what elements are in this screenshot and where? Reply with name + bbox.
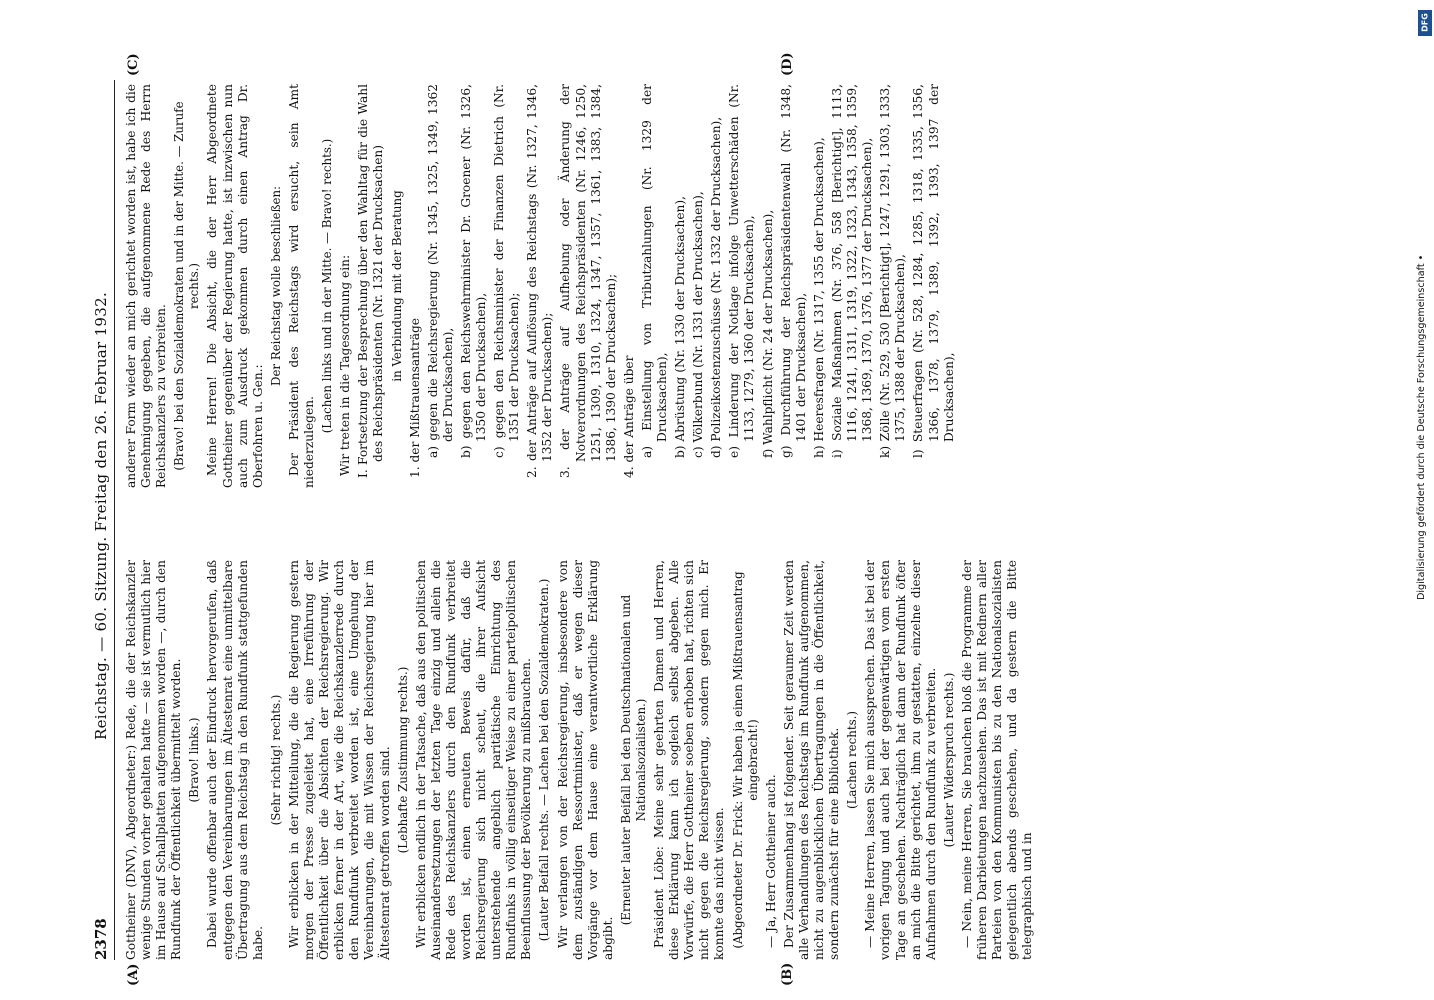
stage-direction: (Bravo! bei den Sozialdemokraten und in der Mitte. — Zurufe rechts.) — [172, 101, 202, 471]
agenda-item: i) Soziale Maßnahmen (Nr. 376, 558 [Berichtigt], 1113, 1116, 1241, 1311, 1319, 1322, 1323, 1343, 1358, 1359, 1368, 1369, 1370, 1376, 1377 der Drucksachen), — [829, 84, 875, 458]
stage-direction: (Erneuter lauter Beifall bei den Deutschnationalen und Nationalsozialisten.) — [618, 594, 648, 926]
agenda-item: l) Steuerfragen (Nr. 528, 1284, 1285, 1318, 1335, 1356, 1366, 1378, 1379, 1389, 1392, 1393, 1397 der Drucksachen), — [911, 84, 956, 458]
stage-direction: (Lachen links und in der Mitte. — Bravo! rechts.) — [320, 138, 335, 434]
margin-marker-c: (C) — [126, 53, 141, 76]
agenda-item: e) Linderung der Notlage infolge Unwetterschäden (Nr. 1133, 1279, 1360 der Drucksachen), — [727, 84, 757, 458]
agenda-item: I. Fortsetzung der Besprechung über den Wahltag für die Wahl des Reichspräsidenten (Nr. 1321 der Drucksachen) — [356, 84, 386, 478]
paragraph: Dabei wurde offenbar auch der Eindruck hervorgerufen, daß entgegen den Vereinbarungen im Ältestenrat eine unmittelbare Übertragung aus dem Reichstag in den Rundfunk stattgefunden habe. — [205, 560, 265, 960]
stage-direction: (Abgeordneter Dr. Frick: Wir haben ja einen Mißtrauensantrag eingebracht!) — [730, 571, 760, 949]
agenda-item: d) Polizeikostenzuschüsse (Nr. 1332 der Drucksachen), — [709, 116, 724, 458]
right-column — [124, 84, 960, 488]
paragraph: anderer Form wieder an mich gerichtet worden ist, habe ich die Genehmigung gegeben, die aufgenommene Rede des Herrn Reichskanzlers zu verbreiten. — [124, 84, 169, 488]
header-rule — [114, 80, 115, 960]
agenda-item: h) Heeresfragen (Nr. 1317, 1355 der Drucksachen), — [811, 137, 826, 458]
rotated-page — [90, 52, 1290, 986]
paragraph: Meine Herren! Die Absicht, die der Herr Abgeordnete Gottheiner gegenüber der Regierung hatte, ist inzwischen nun auch zum Ausdruck gekommen durch einen Antrag Dr. Oberfohren u. Gen.: — [205, 84, 265, 488]
paragraph: Präsident Löbe: Meine sehr geehrten Damen und Herren, diese Erklärung kann ich sogleich selbst abgeben. Alle Vorwürfe, die Herr Gottheiner soeben erhoben hat, richten sich nicht gegen die Reichsregierung, sondern gegen mich. Er konnte das nicht wissen. — [652, 560, 727, 960]
paragraph: Der Zusammenhang ist folgender. Seit geraumer Zeit werden alle Verhandlungen des Reichstags im Rundfunk aufgenommen, nicht zu augenblicklichen Übertragungen in die Öffentlichkeit, sondern zunächst für eine Bibliothek. — [781, 560, 842, 960]
agenda-item: b) Abrüstung (Nr. 1330 der Drucksachen), — [673, 195, 688, 458]
agenda-item: b) gegen den Reichswehrminister Dr. Groener (Nr. 1326, 1350 der Drucksachen), — [458, 84, 488, 458]
paragraph: — Nein, meine Herren, Sie brauchen bloß die Programme der früheren Darbietungen nachzusehen. Das ist mit Rednern aller Parteien von den Kommunisten bis zu den Nationalsozialisten gelegentlich abends geschehen, und da gestern die Bitte telegraphisch und in — [959, 560, 1035, 960]
left-column — [124, 560, 1038, 960]
agenda-item: 4. der Anträge über — [621, 355, 636, 478]
page-running-title: Reichstag. — 60. Sitzung. Freitag den 26. Februar 1932. — [92, 291, 110, 740]
stage-direction: (Lachen rechts.) — [845, 711, 860, 809]
agenda-item: 2. der Anträge auf Auflösung des Reichstags (Nr. 1327, 1346, 1352 der Drucksachen); — [525, 84, 555, 478]
agenda-item: a) Einstellung von Tributzahlungen (Nr. 1329 der Drucksachen), — [639, 84, 669, 458]
paragraph: Wir erblicken endlich in der Tatsache, daß aus den politischen Auseinandersetzungen der letzten Tage einzig und allein die Rede des Reichskanzlers durch den Rundfunk verbreitet worden ist, einen erneuten Beweis dafür, daß die Reichsregierung sich nicht scheut, die ihrer Aufsicht unterstehende angeblich paritätische Einrichtung des Rundfunks in völlig einseitiger Weise zu einer parteipolitischen Beeinflussung der Bevölkerung zu mißbrauchen. — [413, 560, 534, 960]
margin-marker-a: (A) — [126, 963, 141, 986]
agenda-item: 3. der Anträge auf Aufhebung oder Änderung der Notverordnungen des Reichspräsidenten (Nr. 1246, 1250, 1251, 1309, 1310, 1324, 1347, 1357, 1361, 1383, 1384, 1386, 1390 der Drucksachen); — [558, 84, 618, 478]
agenda-item: c) Völkerbund (Nr. 1331 der Drucksachen), — [691, 191, 706, 458]
stage-direction: (Lebhafte Zustimmung rechts.) — [395, 666, 410, 854]
dfg-logo-text: DFG — [1420, 13, 1430, 32]
stage-direction: (Sehr richtig! rechts.) — [268, 694, 283, 826]
paragraph: — Meine Herren, lassen Sie mich aussprechen. Das ist bei der vorigen Tagung und auch bei der gegenwärtigen vom ersten Tage an geschehen. Nachträglich hat dann der Rundfunk öfter an mich die Bitte gerichtet, ihm zu gestatten, einzelne dieser Aufnahmen durch den Rundfunk zu verbreiten. — [863, 560, 938, 960]
paragraph: Wir erblicken in der Mitteilung, die die Regierung gestern morgen der Presse zugeleitet hat, eine Irreführung der Öffentlichkeit über die Absichten der Reichsregierung. Wir erblicken ferner in der Art, wie die Reichskanzlerrede durch den Rundfunk verbreitet worden ist, eine Umgehung der Vereinbarungen, die mit Wissen der Reichsregierung hier im Ältestenrat getroffen worden sind. — [286, 560, 392, 960]
digitization-credit — [1416, 10, 1434, 610]
paragraph: — Ja, Herr Gottheiner auch. — [763, 774, 778, 948]
stage-direction: (Bravo! links.) — [187, 717, 202, 803]
stage-direction: in Verbindung mit der Beratung — [389, 190, 404, 382]
paragraph: Gottheiner (DNV), Abgeordneter:) Rede, die der Reichskanzler wenige Stunden vorher gehalten hatte — sie ist vermutlich hier im Hause auf Schallplatten aufgenommen worden —, durch den Rundfunk der Öffentlichkeit übermittelt worden. — [124, 560, 184, 960]
paragraph: Wir treten in die Tagesordnung ein: — [338, 254, 353, 476]
stage-direction: (Lauter Widerspruch rechts.) — [941, 672, 956, 848]
agenda-item: 1. der Mißtrauensanträge — [407, 317, 422, 478]
agenda-item: f) Wahlpflicht (Nr. 24 der Drucksachen), — [760, 209, 775, 458]
margin-marker-d: (D) — [780, 52, 795, 76]
page-number: 2378 — [92, 918, 110, 960]
paragraph: Wir verlangen von der Reichsregierung, insbesondere von dem zuständigen Ressortminister, daß er wegen dieser Vorgänge vor dem Hause eine verantwortliche Erklärung abgibt. — [555, 560, 615, 960]
agenda-item: k) Zölle (Nr. 529, 530 [Berichtigt], 1247, 1291, 1303, 1333, 1375, 1388 der Drucksachen), — [878, 84, 908, 458]
paragraph: Der Präsident des Reichstags wird ersucht, sein Amt niederzulegen. — [286, 84, 317, 488]
digitization-credit-text: Digitalisierung gefördert durch die Deutsche Forschungsgemeinschaft • — [1416, 254, 1427, 600]
stage-direction: (Lauter Beifall rechts. — Lachen bei den Sozialdemokraten.) — [537, 578, 552, 942]
agenda-item: a) gegen die Reichsregierung (Nr. 1345, 1325, 1349, 1362 der Drucksachen), — [425, 84, 455, 458]
stage-direction: Der Reichstag wolle beschließen: — [268, 185, 283, 387]
agenda-item: c) gegen den Reichsminister der Finanzen Dietrich (Nr. 1351 der Drucksachen); — [492, 84, 522, 458]
agenda-item: g) Durchführung der Reichspräsidentenwahl (Nr. 1348, 1401 der Drucksachen), — [778, 84, 808, 458]
margin-marker-b: (B) — [780, 962, 795, 986]
page-header — [90, 80, 116, 960]
